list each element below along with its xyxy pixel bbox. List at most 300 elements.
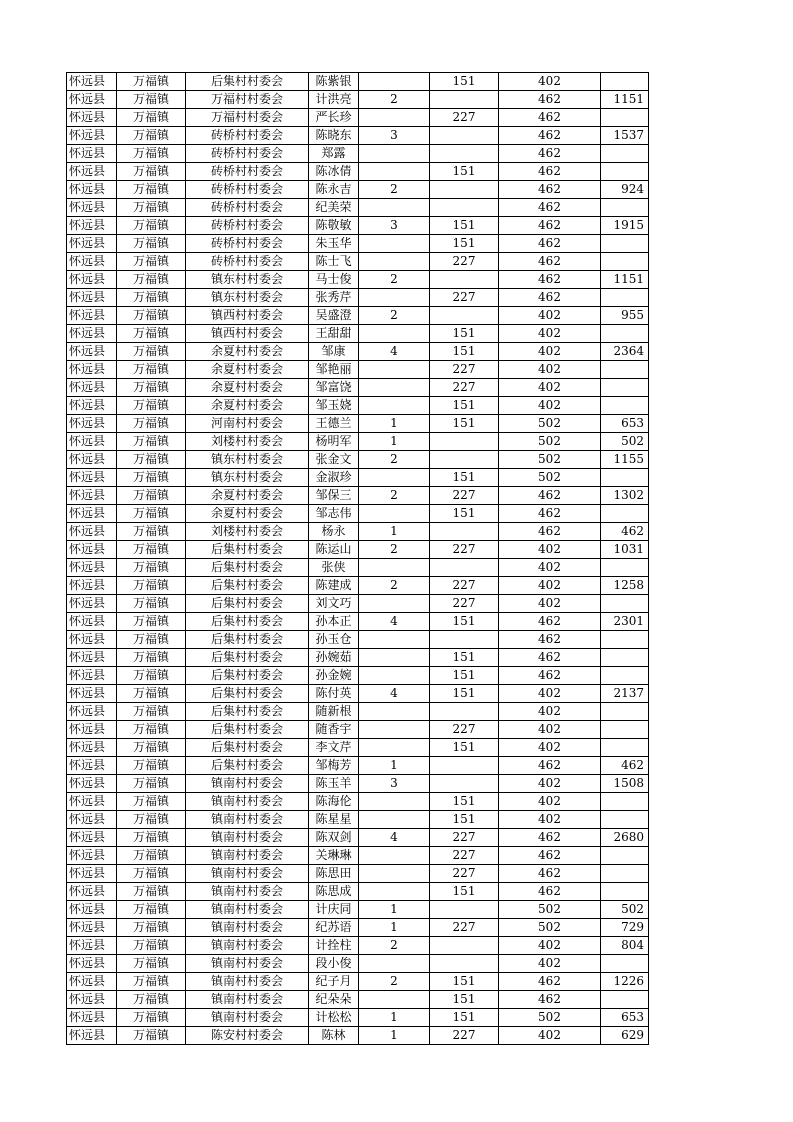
amount-a-cell [430, 181, 499, 199]
table-row [67, 451, 649, 469]
town-cell: 万福镇 [117, 487, 186, 505]
county-cell: 怀远县 [67, 451, 117, 469]
table-row [67, 721, 649, 739]
table-row [67, 199, 649, 217]
amount-a-cell [430, 271, 499, 289]
table-row [67, 847, 649, 865]
village-cell: 镇南村村委会 [186, 919, 309, 937]
table-row [67, 739, 649, 757]
amount-b-cell: 502 [499, 469, 601, 487]
total-cell [601, 109, 649, 127]
amount-b-cell: 402 [499, 379, 601, 397]
town-cell: 万福镇 [117, 433, 186, 451]
total-cell [601, 235, 649, 253]
town-cell: 万福镇 [117, 523, 186, 541]
persons-cell: 1 [359, 523, 430, 541]
village-cell: 河南村村委会 [186, 415, 309, 433]
name-cell: 孙玉仓 [309, 631, 359, 649]
amount-a-cell [430, 757, 499, 775]
total-cell [601, 289, 649, 307]
town-cell: 万福镇 [117, 685, 186, 703]
county-cell: 怀远县 [67, 181, 117, 199]
amount-b-cell: 502 [499, 901, 601, 919]
town-cell: 万福镇 [117, 397, 186, 415]
town-cell: 万福镇 [117, 631, 186, 649]
name-cell: 计庆同 [309, 901, 359, 919]
total-cell [601, 811, 649, 829]
persons-cell: 2 [359, 271, 430, 289]
county-cell: 怀远县 [67, 1009, 117, 1027]
persons-cell [359, 559, 430, 577]
county-cell: 怀远县 [67, 361, 117, 379]
name-cell: 陈运山 [309, 541, 359, 559]
persons-cell [359, 289, 430, 307]
county-cell: 怀远县 [67, 901, 117, 919]
name-cell: 陈晓东 [309, 127, 359, 145]
table-row [67, 559, 649, 577]
amount-b-cell: 462 [499, 847, 601, 865]
name-cell: 朱玉华 [309, 235, 359, 253]
village-cell: 刘楼村村委会 [186, 433, 309, 451]
table-row [67, 73, 649, 91]
village-cell: 后集村村委会 [186, 667, 309, 685]
village-cell: 镇西村村委会 [186, 325, 309, 343]
persons-cell [359, 361, 430, 379]
name-cell: 邹梅芳 [309, 757, 359, 775]
persons-cell: 3 [359, 217, 430, 235]
name-cell: 纪子月 [309, 973, 359, 991]
amount-a-cell: 151 [430, 505, 499, 523]
village-cell: 后集村村委会 [186, 613, 309, 631]
amount-b-cell: 402 [499, 1027, 601, 1045]
county-cell: 怀远县 [67, 163, 117, 181]
amount-b-cell: 462 [499, 883, 601, 901]
persons-cell [359, 793, 430, 811]
persons-cell: 2 [359, 937, 430, 955]
town-cell: 万福镇 [117, 721, 186, 739]
total-cell [601, 595, 649, 613]
table-row [67, 703, 649, 721]
total-cell [601, 253, 649, 271]
total-cell: 2364 [601, 343, 649, 361]
town-cell: 万福镇 [117, 793, 186, 811]
amount-a-cell: 151 [430, 217, 499, 235]
town-cell: 万福镇 [117, 937, 186, 955]
amount-a-cell [430, 775, 499, 793]
village-cell: 镇南村村委会 [186, 883, 309, 901]
village-cell: 后集村村委会 [186, 739, 309, 757]
persons-cell: 2 [359, 541, 430, 559]
total-cell: 729 [601, 919, 649, 937]
persons-cell: 1 [359, 1009, 430, 1027]
county-cell: 怀远县 [67, 793, 117, 811]
name-cell: 孙本正 [309, 613, 359, 631]
amount-a-cell: 227 [430, 847, 499, 865]
name-cell: 郑露 [309, 145, 359, 163]
total-cell: 955 [601, 307, 649, 325]
county-cell: 怀远县 [67, 523, 117, 541]
village-cell: 余夏村村委会 [186, 379, 309, 397]
persons-cell: 1 [359, 433, 430, 451]
name-cell: 张秀芹 [309, 289, 359, 307]
town-cell: 万福镇 [117, 235, 186, 253]
total-cell [601, 361, 649, 379]
persons-cell: 1 [359, 901, 430, 919]
amount-b-cell: 402 [499, 739, 601, 757]
table-row [67, 595, 649, 613]
table-row [67, 901, 649, 919]
persons-cell: 1 [359, 757, 430, 775]
village-cell: 后集村村委会 [186, 721, 309, 739]
county-cell: 怀远县 [67, 685, 117, 703]
town-cell: 万福镇 [117, 865, 186, 883]
name-cell: 纪美荣 [309, 199, 359, 217]
name-cell: 陈永吉 [309, 181, 359, 199]
amount-a-cell: 151 [430, 739, 499, 757]
county-cell: 怀远县 [67, 631, 117, 649]
amount-a-cell: 151 [430, 343, 499, 361]
village-cell: 余夏村村委会 [186, 397, 309, 415]
table-row [67, 289, 649, 307]
amount-a-cell: 151 [430, 613, 499, 631]
total-cell: 653 [601, 415, 649, 433]
table-row [67, 775, 649, 793]
amount-a-cell: 151 [430, 991, 499, 1009]
town-cell: 万福镇 [117, 127, 186, 145]
table-row [67, 649, 649, 667]
amount-b-cell: 462 [499, 991, 601, 1009]
persons-cell [359, 505, 430, 523]
amount-b-cell: 462 [499, 91, 601, 109]
amount-b-cell: 462 [499, 973, 601, 991]
name-cell: 陈玉羊 [309, 775, 359, 793]
name-cell: 随新根 [309, 703, 359, 721]
table-row [67, 235, 649, 253]
town-cell: 万福镇 [117, 199, 186, 217]
county-cell: 怀远县 [67, 235, 117, 253]
persons-cell: 1 [359, 1027, 430, 1045]
amount-b-cell: 462 [499, 649, 601, 667]
total-cell [601, 199, 649, 217]
persons-cell [359, 955, 430, 973]
village-cell: 镇东村村委会 [186, 451, 309, 469]
county-cell: 怀远县 [67, 775, 117, 793]
data-table [66, 72, 649, 1045]
amount-a-cell: 151 [430, 163, 499, 181]
name-cell: 关琳琳 [309, 847, 359, 865]
persons-cell [359, 631, 430, 649]
amount-b-cell: 402 [499, 721, 601, 739]
table-body [67, 73, 649, 1045]
table-row [67, 541, 649, 559]
county-cell: 怀远县 [67, 325, 117, 343]
town-cell: 万福镇 [117, 991, 186, 1009]
total-cell: 1031 [601, 541, 649, 559]
amount-a-cell: 227 [430, 289, 499, 307]
name-cell: 段小俊 [309, 955, 359, 973]
table-row [67, 865, 649, 883]
name-cell: 陈冰倩 [309, 163, 359, 181]
county-cell: 怀远县 [67, 739, 117, 757]
persons-cell: 4 [359, 613, 430, 631]
town-cell: 万福镇 [117, 109, 186, 127]
total-cell [601, 955, 649, 973]
county-cell: 怀远县 [67, 541, 117, 559]
total-cell [601, 505, 649, 523]
town-cell: 万福镇 [117, 379, 186, 397]
amount-b-cell: 402 [499, 397, 601, 415]
table-row [67, 523, 649, 541]
persons-cell: 1 [359, 919, 430, 937]
amount-b-cell: 402 [499, 577, 601, 595]
total-cell: 1915 [601, 217, 649, 235]
amount-a-cell [430, 145, 499, 163]
total-cell [601, 631, 649, 649]
county-cell: 怀远县 [67, 217, 117, 235]
total-cell [601, 667, 649, 685]
amount-b-cell: 462 [499, 667, 601, 685]
total-cell: 653 [601, 1009, 649, 1027]
total-cell: 1508 [601, 775, 649, 793]
name-cell: 陈敬敏 [309, 217, 359, 235]
name-cell: 计洪亮 [309, 91, 359, 109]
village-cell: 镇南村村委会 [186, 811, 309, 829]
persons-cell [359, 595, 430, 613]
county-cell: 怀远县 [67, 811, 117, 829]
town-cell: 万福镇 [117, 811, 186, 829]
county-cell: 怀远县 [67, 307, 117, 325]
village-cell: 后集村村委会 [186, 757, 309, 775]
amount-b-cell: 462 [499, 631, 601, 649]
name-cell: 邹康 [309, 343, 359, 361]
amount-b-cell: 462 [499, 829, 601, 847]
village-cell: 砖桥村村委会 [186, 163, 309, 181]
county-cell: 怀远县 [67, 1027, 117, 1045]
name-cell: 陈士飞 [309, 253, 359, 271]
village-cell: 镇南村村委会 [186, 775, 309, 793]
persons-cell [359, 325, 430, 343]
village-cell: 后集村村委会 [186, 685, 309, 703]
table-row [67, 487, 649, 505]
table-row [67, 181, 649, 199]
table-row [67, 127, 649, 145]
name-cell: 张金文 [309, 451, 359, 469]
town-cell: 万福镇 [117, 613, 186, 631]
table-row [67, 505, 649, 523]
county-cell: 怀远县 [67, 883, 117, 901]
persons-cell [359, 73, 430, 91]
county-cell: 怀远县 [67, 613, 117, 631]
town-cell: 万福镇 [117, 145, 186, 163]
persons-cell [359, 469, 430, 487]
amount-b-cell: 462 [499, 505, 601, 523]
amount-a-cell: 227 [430, 829, 499, 847]
county-cell: 怀远县 [67, 757, 117, 775]
persons-cell: 2 [359, 181, 430, 199]
persons-cell: 4 [359, 685, 430, 703]
village-cell: 后集村村委会 [186, 649, 309, 667]
name-cell: 陈思田 [309, 865, 359, 883]
table-row [67, 163, 649, 181]
persons-cell [359, 865, 430, 883]
amount-b-cell: 402 [499, 361, 601, 379]
total-cell: 462 [601, 523, 649, 541]
town-cell: 万福镇 [117, 253, 186, 271]
county-cell: 怀远县 [67, 343, 117, 361]
amount-b-cell: 402 [499, 541, 601, 559]
persons-cell [359, 109, 430, 127]
persons-cell: 2 [359, 973, 430, 991]
county-cell: 怀远县 [67, 415, 117, 433]
name-cell: 孙婉茹 [309, 649, 359, 667]
total-cell: 629 [601, 1027, 649, 1045]
persons-cell [359, 145, 430, 163]
persons-cell: 2 [359, 451, 430, 469]
name-cell: 随香宇 [309, 721, 359, 739]
table-row [67, 757, 649, 775]
village-cell: 后集村村委会 [186, 559, 309, 577]
town-cell: 万福镇 [117, 919, 186, 937]
persons-cell: 1 [359, 415, 430, 433]
persons-cell: 3 [359, 127, 430, 145]
amount-b-cell: 402 [499, 595, 601, 613]
name-cell: 杨明军 [309, 433, 359, 451]
name-cell: 陈林 [309, 1027, 359, 1045]
amount-b-cell: 502 [499, 919, 601, 937]
village-cell: 后集村村委会 [186, 703, 309, 721]
county-cell: 怀远县 [67, 271, 117, 289]
county-cell: 怀远县 [67, 865, 117, 883]
name-cell: 陈思成 [309, 883, 359, 901]
village-cell: 后集村村委会 [186, 73, 309, 91]
amount-a-cell [430, 937, 499, 955]
town-cell: 万福镇 [117, 577, 186, 595]
total-cell: 2137 [601, 685, 649, 703]
persons-cell [359, 847, 430, 865]
amount-b-cell: 462 [499, 181, 601, 199]
county-cell: 怀远县 [67, 703, 117, 721]
total-cell [601, 163, 649, 181]
persons-cell [359, 235, 430, 253]
name-cell: 邹富饶 [309, 379, 359, 397]
amount-b-cell: 402 [499, 937, 601, 955]
town-cell: 万福镇 [117, 307, 186, 325]
persons-cell: 3 [359, 775, 430, 793]
name-cell: 陈海伦 [309, 793, 359, 811]
amount-b-cell: 462 [499, 235, 601, 253]
persons-cell [359, 811, 430, 829]
county-cell: 怀远县 [67, 289, 117, 307]
amount-a-cell: 227 [430, 595, 499, 613]
persons-cell [359, 739, 430, 757]
persons-cell [359, 379, 430, 397]
persons-cell [359, 163, 430, 181]
amount-a-cell: 151 [430, 667, 499, 685]
total-cell: 1302 [601, 487, 649, 505]
table-row [67, 91, 649, 109]
table-row [67, 469, 649, 487]
persons-cell [359, 991, 430, 1009]
amount-b-cell: 402 [499, 325, 601, 343]
table-row [67, 397, 649, 415]
amount-a-cell: 151 [430, 685, 499, 703]
county-cell: 怀远县 [67, 199, 117, 217]
name-cell: 陈双剑 [309, 829, 359, 847]
village-cell: 砖桥村村委会 [186, 253, 309, 271]
amount-a-cell [430, 199, 499, 217]
name-cell: 邹志伟 [309, 505, 359, 523]
county-cell: 怀远县 [67, 559, 117, 577]
name-cell: 马士俊 [309, 271, 359, 289]
county-cell: 怀远县 [67, 955, 117, 973]
amount-b-cell: 462 [499, 109, 601, 127]
county-cell: 怀远县 [67, 397, 117, 415]
amount-a-cell [430, 703, 499, 721]
amount-a-cell: 227 [430, 1027, 499, 1045]
name-cell: 王甜甜 [309, 325, 359, 343]
amount-b-cell: 462 [499, 289, 601, 307]
amount-b-cell: 402 [499, 73, 601, 91]
amount-b-cell: 462 [499, 199, 601, 217]
name-cell: 刘文巧 [309, 595, 359, 613]
county-cell: 怀远县 [67, 145, 117, 163]
persons-cell [359, 253, 430, 271]
county-cell: 怀远县 [67, 253, 117, 271]
table-row [67, 145, 649, 163]
town-cell: 万福镇 [117, 469, 186, 487]
amount-b-cell: 462 [499, 163, 601, 181]
town-cell: 万福镇 [117, 847, 186, 865]
amount-a-cell [430, 631, 499, 649]
village-cell: 后集村村委会 [186, 541, 309, 559]
village-cell: 镇南村村委会 [186, 991, 309, 1009]
amount-a-cell: 151 [430, 397, 499, 415]
amount-a-cell: 227 [430, 487, 499, 505]
town-cell: 万福镇 [117, 343, 186, 361]
name-cell: 杨永 [309, 523, 359, 541]
persons-cell [359, 667, 430, 685]
table-row [67, 1009, 649, 1027]
village-cell: 后集村村委会 [186, 577, 309, 595]
table-row [67, 973, 649, 991]
total-cell [601, 325, 649, 343]
persons-cell: 4 [359, 343, 430, 361]
town-cell: 万福镇 [117, 415, 186, 433]
total-cell: 1151 [601, 271, 649, 289]
village-cell: 余夏村村委会 [186, 361, 309, 379]
amount-a-cell: 227 [430, 379, 499, 397]
amount-a-cell [430, 901, 499, 919]
table-row [67, 415, 649, 433]
county-cell: 怀远县 [67, 73, 117, 91]
amount-a-cell [430, 91, 499, 109]
town-cell: 万福镇 [117, 1027, 186, 1045]
county-cell: 怀远县 [67, 595, 117, 613]
persons-cell: 4 [359, 829, 430, 847]
name-cell: 陈紫银 [309, 73, 359, 91]
table-row [67, 307, 649, 325]
persons-cell: 2 [359, 91, 430, 109]
table-row [67, 829, 649, 847]
village-cell: 陈安村村委会 [186, 1027, 309, 1045]
village-cell: 万福村村委会 [186, 109, 309, 127]
table-row [67, 109, 649, 127]
name-cell: 张侠 [309, 559, 359, 577]
amount-a-cell: 151 [430, 973, 499, 991]
total-cell [601, 145, 649, 163]
persons-cell [359, 397, 430, 415]
amount-a-cell: 151 [430, 1009, 499, 1027]
